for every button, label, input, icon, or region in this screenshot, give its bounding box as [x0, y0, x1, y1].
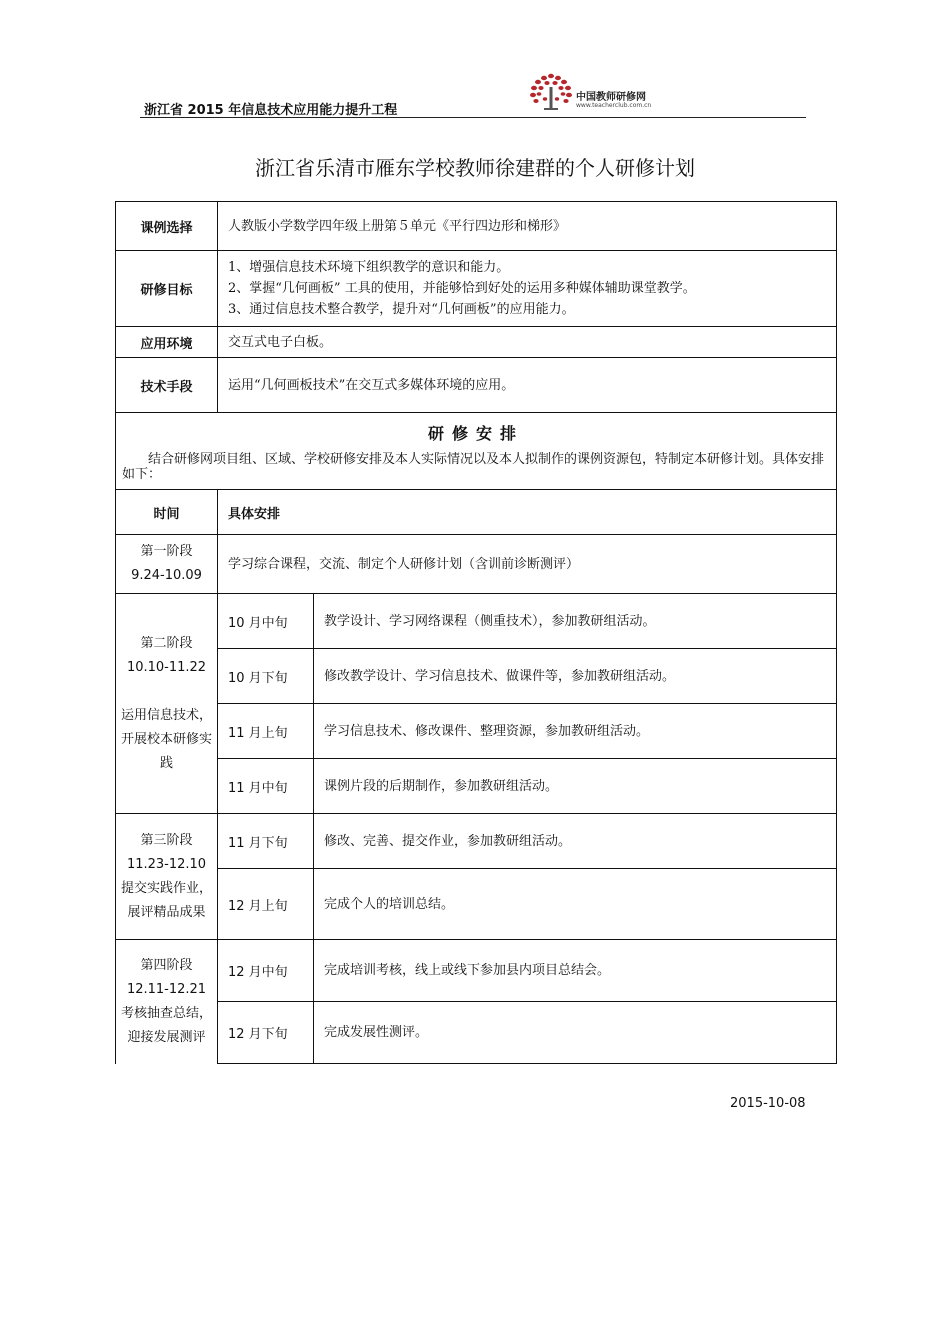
table-row [116, 649, 837, 704]
env-value: 交互式电子白板。 [218, 327, 837, 358]
plan-table [115, 201, 837, 1064]
stage3-cell [116, 814, 218, 940]
course-label: 课例选择 [116, 202, 218, 251]
row-arrangement [116, 413, 837, 490]
col-time-header: 时间 [116, 490, 218, 535]
table-row [116, 940, 837, 1002]
stage2-plan-1: 教学设计、学习网络课程（侧重技术），参加教研组活动。 [314, 594, 837, 649]
logo-url-text: www.teacherclub.com.cn [576, 102, 652, 109]
env-label: 应用环境 [116, 327, 218, 358]
goal-label: 研修目标 [116, 251, 218, 327]
stage2-plan-4: 课例片段的后期制作，参加教研组活动。 [314, 759, 837, 814]
arrangement-title: 研修安排 [428, 423, 525, 443]
stage2-range: 10.10-11.22 [126, 659, 207, 675]
stage4-name: 第四阶段 [140, 957, 193, 973]
stage3-plan-1: 修改、完善、提交作业，参加教研组活动。 [314, 814, 837, 869]
document-date: 2015-10-08 [730, 1096, 806, 1111]
row-goal [116, 251, 837, 327]
table-row [116, 704, 837, 759]
stage1-plan: 学习综合课程，交流、制定个人研修计划（含训前诊断测评） [218, 535, 837, 594]
row-tech [116, 358, 837, 413]
table-row [116, 814, 837, 869]
logo-chinese-text: 中国教师研修网 [576, 92, 646, 103]
tech-label: 技术手段 [116, 358, 218, 413]
stage1-range: 9.24-10.09 [131, 568, 202, 583]
goal-item: 2、掌握“几何画板” 工具的使用，并能够恰到好处的运用多种媒体辅助课堂教学。 [228, 281, 696, 296]
table-row [116, 594, 837, 649]
tech-value: 运用“几何画板技术”在交互式多媒体环境的应用。 [218, 358, 837, 413]
logo-tree-icon [528, 72, 574, 112]
stage2-time-4: 11 月中旬 [218, 759, 314, 814]
stage4-plan-1: 完成培训考核，线上或线下参加县内项目总结会。 [314, 940, 837, 1002]
stage3-range: 11.23-12.10 [126, 856, 207, 872]
stage2-cell [116, 594, 218, 814]
stage3-theme: 提交实践作业，展评精品成果 [120, 880, 212, 920]
row-course [116, 202, 837, 251]
row-env [116, 327, 837, 358]
stage4-time-1: 12 月中旬 [218, 940, 314, 1002]
stage1-cell [116, 535, 218, 594]
arrangement-cell [116, 413, 837, 490]
stage2-plan-3: 学习信息技术、修改课件、整理资源，参加教研组活动。 [314, 704, 837, 759]
teacherclub-logo [528, 72, 678, 112]
stage2-time-3: 11 月上旬 [218, 704, 314, 759]
arrangement-intro: 结合研修网项目组、区域、学校研修安排及本人实际情况以及本人拟制作的课例资源包，特制定本研修计划。具体安排如下： [122, 451, 825, 482]
stage3-time-1: 11 月下旬 [218, 814, 314, 869]
course-value: 人教版小学数学四年级上册第５单元《平行四边形和梯形》 [218, 202, 837, 251]
row-col-headers [116, 490, 837, 535]
stage3-time-2: 12 月上旬 [218, 869, 314, 940]
goal-list [218, 251, 837, 327]
row-stage1 [116, 535, 837, 594]
stage2-name: 第二阶段 [140, 635, 193, 651]
stage1-name: 第一阶段 [140, 544, 193, 559]
stage4-theme: 考核抽查总结，迎接发展测评 [120, 1005, 212, 1045]
stage4-cell [116, 940, 218, 1064]
stage2-theme: 运用信息技术，开展校本研修实践 [120, 707, 212, 771]
table-row [116, 869, 837, 940]
stage2-time-2: 10 月下旬 [218, 649, 314, 704]
stage4-time-2: 12 月下旬 [218, 1002, 314, 1064]
stage2-time-1: 10 月中旬 [218, 594, 314, 649]
table-row [116, 1002, 837, 1064]
stage4-range: 12.11-12.21 [126, 981, 207, 997]
table-row [116, 759, 837, 814]
page-title: 浙江省乐清市雁东学校教师徐建群的个人研修计划 [255, 156, 695, 180]
header-text: 浙江省 2015 年信息技术应用能力提升工程 [144, 103, 398, 118]
stage4-plan-2: 完成发展性测评。 [314, 1002, 837, 1064]
header-rule [140, 117, 806, 118]
goal-item: 1、增强信息技术环境下组织教学的意识和能力。 [228, 260, 510, 275]
goal-item: 3、通过信息技术整合教学，提升对“几何画板”的应用能力。 [228, 302, 575, 317]
stage3-name: 第三阶段 [140, 832, 193, 848]
col-plan-header: 具体安排 [218, 490, 837, 535]
stage2-plan-2: 修改教学设计、学习信息技术、做课件等，参加教研组活动。 [314, 649, 837, 704]
stage3-plan-2: 完成个人的培训总结。 [314, 869, 837, 940]
